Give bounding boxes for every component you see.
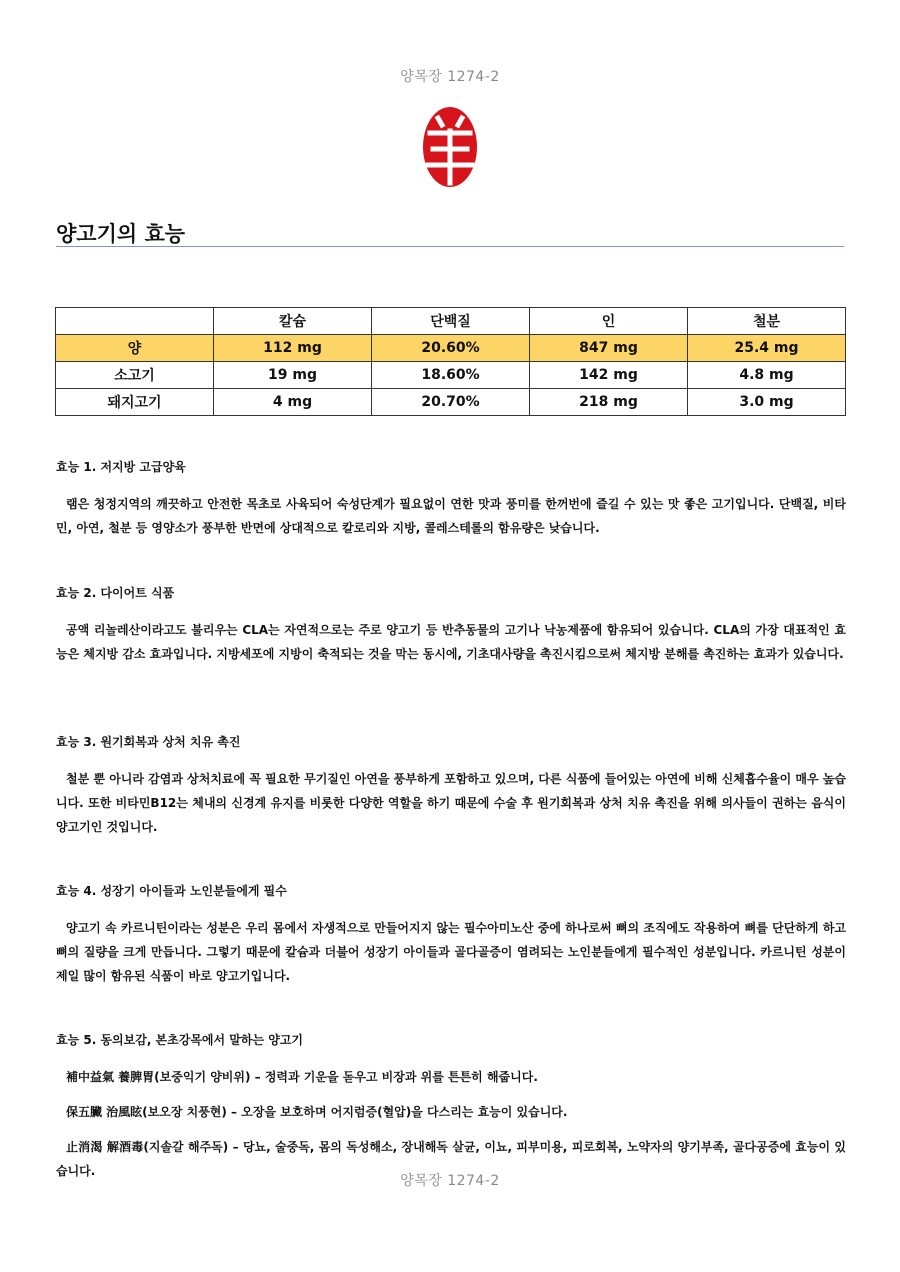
row-label: 돼지고기 [56,389,214,416]
column-header [56,308,214,335]
table-row-lamb [56,335,846,362]
section-body: 램은 청정지역의 깨끗하고 안전한 목초로 사육되어 숙성단계가 필요없이 연한 맛과 풍미를 한꺼번에 즐길 수 있는 맛 좋은 고기입니다. 단백질, 비타민, 아연, 철분 등 영양소가 풍부한 반면에 상대적으로 칼로리와 지방, 콜레스테롤의 함유량은 낮습니다. [56,497,846,535]
footer-brand: 양목장 1274-2 [400,1173,500,1189]
title-underline [56,246,844,247]
sheep-farm-logo-icon [421,105,479,189]
remedy-item: 保五臟 治風眩(보오장 치풍현) – 오장을 보호하며 어지럼증(혈압)을 다스리는 효능이 있습니다. [66,1105,568,1119]
section-heading: 효능 3. 원기회복과 상처 치유 촉진 [56,735,241,749]
table-cell: 20.70% [372,389,530,416]
column-header-iron: 철분 [688,308,846,335]
benefit-section-2 [56,584,846,666]
row-label: 소고기 [56,362,214,389]
table-header-row [56,308,846,335]
section-heading: 효능 2. 다이어트 식품 [56,586,175,600]
benefit-section-3 [56,733,846,839]
section-body: 공액 리놀레산이라고도 불리우는 CLA는 자연적으로는 주로 양고기 등 반추동물의 고기나 낙농제품에 함유되어 있습니다. CLA의 가장 대표적인 효능은 체지방 감소 효과입니다. 지방세포에 지방이 축적되는 것을 막는 동시에, 기초대사량을 촉진시킴으로써 체지방 분해를 촉진하는 효과가 있습니다. [56,623,846,661]
section-heading: 효능 5. 동의보감, 본초강목에서 말하는 양고기 [56,1033,304,1047]
section-body: 철분 뿐 아니라 감염과 상처치료에 꼭 필요한 무기질인 아연을 풍부하게 포함하고 있으며, 다른 식품에 들어있는 아연에 비해 신체흡수율이 매우 높습니다. 또한 비타민B12는 체내의 신경계 유지를 비롯한 다양한 역할을 하기 때문에 수술 후 원기회복과 상처 치유 촉진을 위해 의사들이 권하는 음식이 양고기인 것입니다. [56,772,846,834]
table-cell: 218 mg [530,389,688,416]
table-cell: 19 mg [214,362,372,389]
section-heading: 효능 1. 저지방 고급양육 [56,460,186,474]
column-header-protein: 단백질 [372,308,530,335]
column-header-calcium: 칼슘 [214,308,372,335]
page-title: 양고기의 효능 [56,222,186,246]
table-cell: 3.0 mg [688,389,846,416]
table-cell: 18.60% [372,362,530,389]
table-cell: 20.60% [372,335,530,362]
section-heading: 효능 4. 성장기 아이들과 노인분들에게 필수 [56,884,287,898]
table-row-beef [56,362,846,389]
table-cell: 112 mg [214,335,372,362]
benefit-section-1 [56,458,846,540]
table-cell: 4.8 mg [688,362,846,389]
section-body: 양고기 속 카르니틴이라는 성분은 우리 몸에서 자생적으로 만들어지지 않는 필수아미노산 중에 하나로써 뼈의 조직에도 작용하여 뼈를 단단하게 하고 뼈의 질량을 크게 만듭니다. 그렇기 때문에 칼슘과 더불어 성장기 아이들과 골다골증이 염려되는 노인분들에게 필수적인 성분입니다. 카르니틴 성분이 제일 많이 함유된 식품이 바로 양고기입니다. [56,921,846,983]
row-label: 양 [56,335,214,362]
header-brand: 양목장 1274-2 [400,69,500,85]
benefit-section-4 [56,882,846,988]
benefit-section-5 [56,1031,846,1183]
table-row-pork [56,389,846,416]
column-header-phosphorus: 인 [530,308,688,335]
table-cell: 847 mg [530,335,688,362]
remedy-item: 止消渴 解酒毒(지솔갈 해주독) – 당뇨, 술중독, 몸의 독성해소, 장내해독 살균, 이뇨, 피부미용, 피로회복, 노약자의 양기부족, 골다공증에 효능이 있습니다. [56,1140,846,1178]
table-cell: 25.4 mg [688,335,846,362]
table-cell: 142 mg [530,362,688,389]
remedy-item: 補中益氣 養脾胃(보중익기 양비위) – 정력과 기운을 돋우고 비장과 위를 튼튼히 해줍니다. [66,1070,538,1084]
nutrition-table [55,307,846,416]
table-cell: 4 mg [214,389,372,416]
